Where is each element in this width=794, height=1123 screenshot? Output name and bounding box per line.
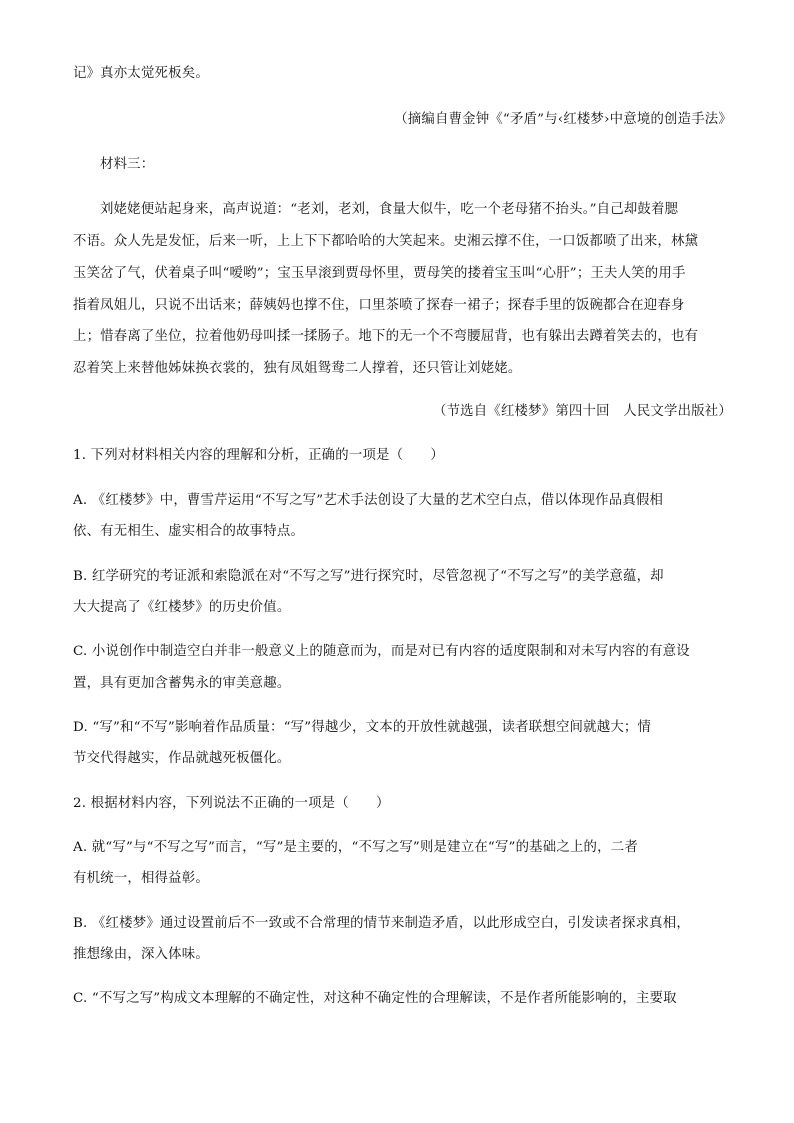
question-1-option-c-line-1: C. 小说创作中制造空白并非一般意义上的随意而为，而是对已有内容的适度限制和对未写内容的有意设 (73, 644, 690, 659)
question-2-option-a-line-1: A. 就“写”与“不写之写”而言，“写”是主要的，“不写之写”则是建立在“写”的基础之上的，二者 (73, 840, 638, 855)
material3-line-5: 上；惜春离了坐位，拉着他奶母叫揉一揉肠子。地下的无一个不弯腰屈背，也有躲出去蹲着笑去的，也有 (73, 329, 699, 344)
material3-line-1: 刘姥姥便站起身来，高声说道：“老刘，老刘，食量大似牛，吃一个老母猪不抬头。”自己却鼓着腮 (100, 202, 679, 217)
material3-line-2: 不语。众人先是发怔，后来一听，上上下下都哈哈的大笑起来。史湘云撑不住，一口饭都喷了出来，林黛 (73, 234, 699, 249)
question-1-option-b-line-1: B. 红学研究的考证派和索隐派在对“不写之写”进行探究时，尽管忽视了“不写之写”的美学意蕴，却 (73, 569, 664, 584)
material2-source: （摘编自曹金钟《“矛盾”与‹红楼梦›中意境的创造手法》 (394, 112, 732, 127)
material3-line-6: 忍着笑上来替他姊妹换衣裳的，独有凤姐鸳鸯二人撑着，还只管让刘姥姥。 (73, 361, 522, 376)
material3-line-3: 玉笑岔了气，伏着桌子叫“嗳哟”；宝玉早滚到贾母怀里，贾母笑的搂着宝玉叫“心肝”；王夫人笑的用手 (73, 266, 686, 281)
material3-source: （节选自《红楼梦》第四十回 人民文学出版社） (433, 404, 732, 419)
question-1-option-c-line-2: 置，具有更加含蓄隽永的审美意趣。 (73, 676, 291, 691)
question-1-option-a-line-1: A. 《红楼梦》中，曹雪芹运用“不写之写”艺术手法创设了大量的艺术空白点，借以体现作品真假相 (73, 493, 664, 508)
material2-tail-line: 记》真亦太觉死板矣。 (73, 66, 209, 81)
question-1-option-d-line-1: D. “写”和“不写”影响着作品质量：“写”得越少，文本的开放性就越强，读者联想空间就越大；情 (73, 720, 652, 735)
question-1-stem: 1. 下列对材料相关内容的理解和分析，正确的一项是（ ） (73, 448, 444, 463)
question-2-option-b-line-1: B. 《红楼梦》通过设置前后不一致或不合常理的情节来制造矛盾，以此形成空白，引发读者探求真相， (73, 916, 690, 931)
question-2-option-b-line-2: 推想缘由，深入体味。 (73, 947, 209, 962)
question-1-option-d-line-2: 节交代得越实，作品就越死板僵化。 (73, 751, 291, 766)
question-2-option-a-line-2: 有机统一，相得益彰。 (73, 871, 209, 886)
material3-line-4: 指着凤姐儿，只说不出话来；薛姨妈也撑不住，口里茶喷了探春一裙子；探春手里的饭碗都合在迎春身 (73, 298, 685, 313)
question-1-option-a-line-2: 依、有无相生、虚实相合的故事特点。 (73, 524, 305, 539)
question-2-stem: 2. 根据材料内容，下列说法不正确的一项是（ ） (73, 796, 390, 811)
material3-heading: 材料三： (100, 157, 155, 172)
question-1-option-b-line-2: 大大提高了《红楼梦》的历史价值。 (73, 600, 291, 615)
question-2-option-c-line-1: C. “不写之写”构成文本理解的不确定性，对这种不确定性的合理解读，不是作者所能影响的，主要取 (73, 991, 677, 1006)
